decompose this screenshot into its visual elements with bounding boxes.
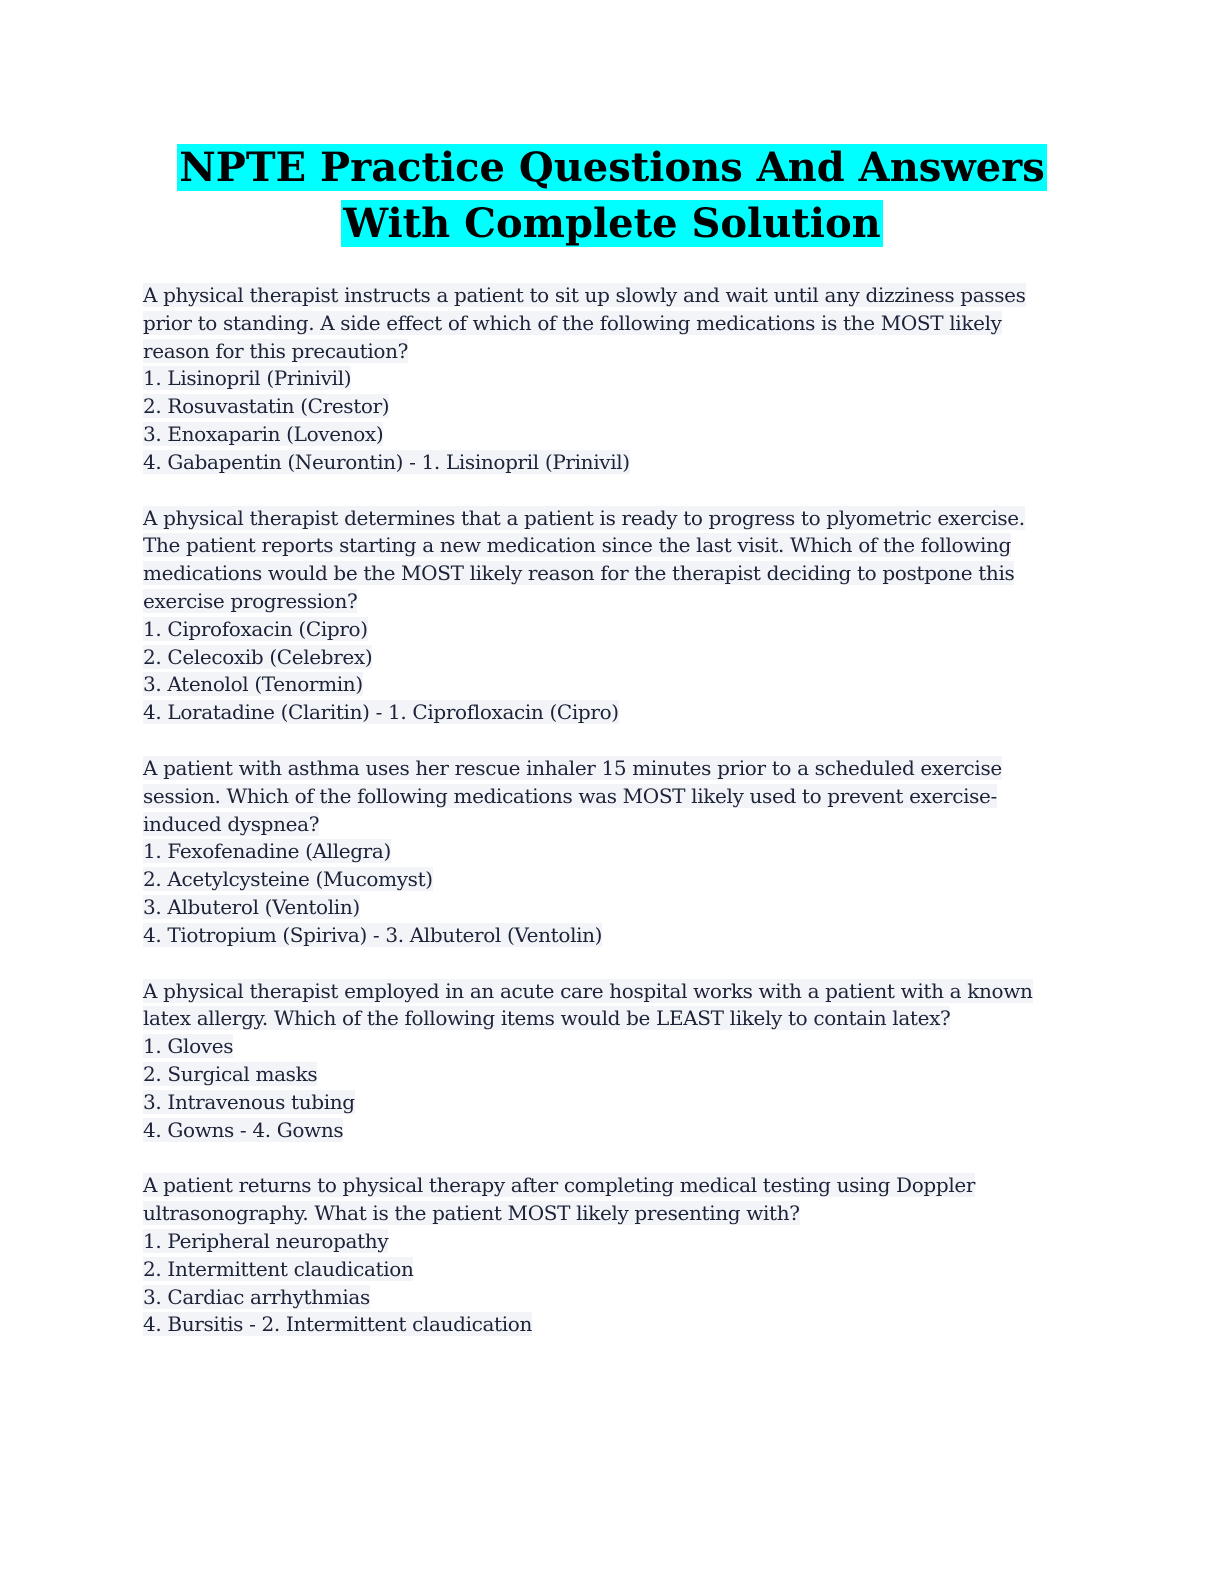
answer-option-text: 1. Peripheral neuropathy bbox=[143, 1228, 389, 1253]
answer-option-text: 4. Loratadine (Claritin) - 1. Ciprofloxacin (Cipro) bbox=[143, 700, 619, 725]
question-block bbox=[143, 1172, 1073, 1339]
question-block bbox=[143, 282, 1073, 477]
answer-option-text: 2. Acetylcysteine (Mucomyst) bbox=[143, 867, 433, 892]
answer-option-text: 1. Fexofenadine (Allegra) bbox=[143, 839, 391, 864]
answer-option bbox=[143, 421, 1073, 449]
title-line-2: With Complete Solution bbox=[343, 200, 881, 247]
answer-option-text: 2. Celecoxib (Celebrex) bbox=[143, 644, 373, 669]
question-stem-text: The patient reports starting a new medication since the last visit. Which of the following bbox=[143, 533, 1012, 558]
question-stem-line bbox=[143, 588, 1073, 616]
question-stem-line bbox=[143, 1005, 1073, 1033]
answer-option bbox=[143, 1228, 1073, 1256]
question-stem-line bbox=[143, 755, 1073, 783]
question-stem-text: A patient returns to physical therapy after completing medical testing using Doppler bbox=[143, 1173, 976, 1198]
question-stem-text: A physical therapist employed in an acute care hospital works with a patient with a known bbox=[143, 978, 1033, 1003]
answer-option-text: 4. Bursitis - 2. Intermittent claudication bbox=[143, 1312, 532, 1337]
answer-option-text: 3. Cardiac arrhythmias bbox=[143, 1284, 370, 1309]
answer-option-text: 1. Lisinopril (Prinivil) bbox=[143, 366, 352, 391]
answer-option bbox=[143, 1311, 1073, 1339]
answer-option-text: 1. Ciprofoxacin (Cipro) bbox=[143, 616, 368, 641]
answer-option bbox=[143, 1061, 1073, 1089]
answer-option bbox=[143, 616, 1073, 644]
question-stem-line bbox=[143, 338, 1073, 366]
answer-option bbox=[143, 393, 1073, 421]
question-stem-line bbox=[143, 1172, 1073, 1200]
question-block bbox=[143, 755, 1073, 950]
question-stem-line bbox=[143, 310, 1073, 338]
question-stem-text: exercise progression? bbox=[143, 588, 358, 613]
question-stem-line bbox=[143, 1200, 1073, 1228]
answer-option-text: 2. Intermittent claudication bbox=[143, 1256, 414, 1281]
question-stem-text: session. Which of the following medications was MOST likely used to prevent exercise- bbox=[143, 783, 997, 808]
answer-option bbox=[143, 922, 1073, 950]
question-stem-text: A physical therapist determines that a patient is ready to progress to plyometric exercise. bbox=[143, 505, 1025, 530]
answer-option-text: 4. Tiotropium (Spiriva) - 3. Albuterol (Ventolin) bbox=[143, 922, 603, 947]
answer-option bbox=[143, 1117, 1073, 1145]
answer-option bbox=[143, 449, 1073, 477]
question-stem-line bbox=[143, 811, 1073, 839]
question-stem-line bbox=[143, 282, 1073, 310]
document-title bbox=[0, 140, 1224, 252]
answer-option bbox=[143, 699, 1073, 727]
answer-option-text: 4. Gabapentin (Neurontin) - 1. Lisinopril (Prinivil) bbox=[143, 449, 630, 474]
answer-option-text: 2. Rosuvastatin (Crestor) bbox=[143, 394, 390, 419]
answer-option-text: 3. Enoxaparin (Lovenox) bbox=[143, 421, 384, 446]
answer-option bbox=[143, 671, 1073, 699]
answer-option-text: 3. Albuterol (Ventolin) bbox=[143, 894, 360, 919]
answer-option bbox=[143, 1284, 1073, 1312]
answer-option bbox=[143, 644, 1073, 672]
question-stem-text: induced dyspnea? bbox=[143, 811, 320, 836]
question-stem-text: A patient with asthma uses her rescue inhaler 15 minutes prior to a scheduled exercise bbox=[143, 755, 1002, 780]
question-stem-line bbox=[143, 560, 1073, 588]
answer-option-text: 4. Gowns - 4. Gowns bbox=[143, 1117, 344, 1142]
title-line-1: NPTE Practice Questions And Answers bbox=[179, 144, 1045, 191]
question-stem-text: prior to standing. A side effect of which of the following medications is the MOST likely bbox=[143, 310, 1002, 335]
answer-option bbox=[143, 1033, 1073, 1061]
question-stem-line bbox=[143, 783, 1073, 811]
question-block bbox=[143, 505, 1073, 727]
question-stem-text: ultrasonography. What is the patient MOST likely presenting with? bbox=[143, 1201, 800, 1226]
answer-option bbox=[143, 838, 1073, 866]
answer-option bbox=[143, 894, 1073, 922]
question-stem-text: A physical therapist instructs a patient to sit up slowly and wait until any dizziness passes bbox=[143, 283, 1026, 307]
answer-option-text: 3. Atenolol (Tenormin) bbox=[143, 672, 363, 697]
question-block bbox=[143, 978, 1073, 1145]
answer-option-text: 3. Intravenous tubing bbox=[143, 1089, 355, 1114]
answer-option bbox=[143, 866, 1073, 894]
question-stem-line bbox=[143, 505, 1073, 533]
question-stem-line bbox=[143, 532, 1073, 560]
answer-option-text: 1. Gloves bbox=[143, 1034, 234, 1059]
question-stem-text: latex allergy. Which of the following items would be LEAST likely to contain latex? bbox=[143, 1006, 951, 1031]
answer-option bbox=[143, 1256, 1073, 1284]
question-list bbox=[143, 282, 1073, 1367]
answer-option bbox=[143, 365, 1073, 393]
question-stem-text: reason for this precaution? bbox=[143, 338, 408, 363]
question-stem-line bbox=[143, 978, 1073, 1006]
answer-option bbox=[143, 1089, 1073, 1117]
answer-option-text: 2. Surgical masks bbox=[143, 1061, 318, 1086]
question-stem-text: medications would be the MOST likely reason for the therapist deciding to postpone this bbox=[143, 561, 1015, 586]
